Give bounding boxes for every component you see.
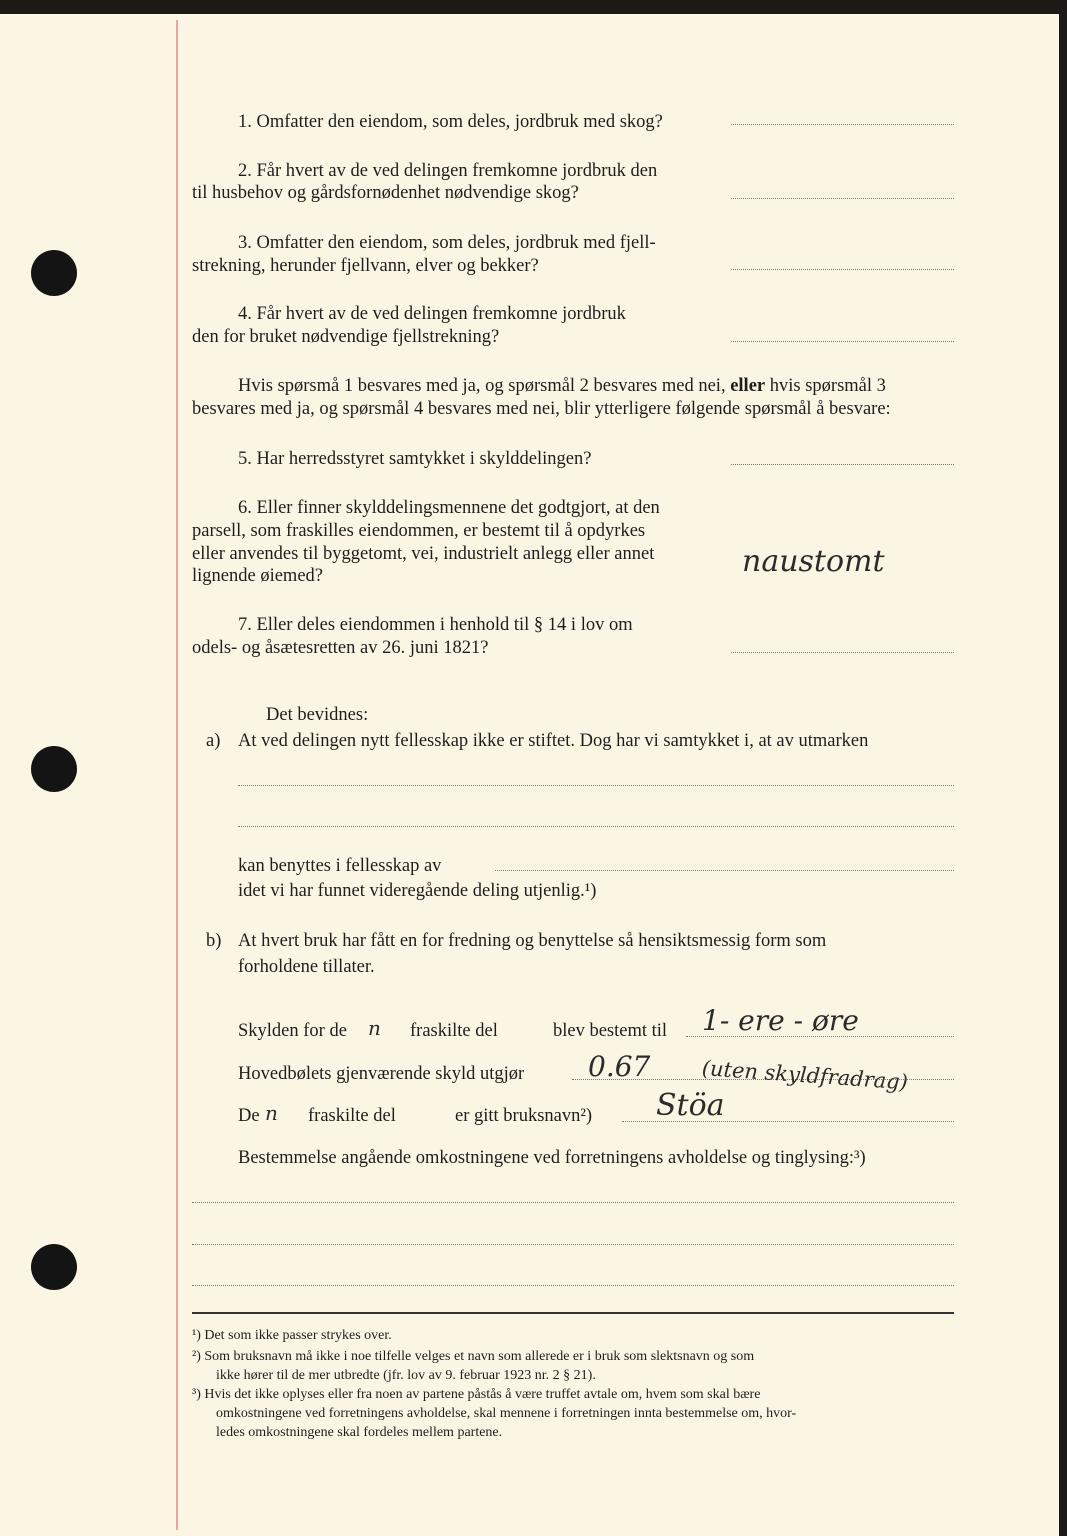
item-b-line2: forholdene tillater. xyxy=(238,957,375,977)
question-6-handwritten-answer: naustomt xyxy=(742,544,885,579)
question-6-line3: eller anvendes til byggetomt, vei, industrielt anlegg eller annet xyxy=(192,544,655,564)
item-b-line1: At hvert bruk har fått en for fredning og benyttelse så hensiktsmessig form som xyxy=(238,931,827,951)
skyld-handwritten-value: 1- ere - øre xyxy=(702,1004,859,1037)
margin-line xyxy=(176,20,178,1530)
skyld-label: Skylden for de xyxy=(238,1021,347,1041)
item-b-label: b) xyxy=(206,931,222,951)
condition-text-bold: eller xyxy=(730,376,766,396)
skyld-label-part3: blev bestemt til xyxy=(553,1021,668,1041)
bruksnavn-label: De xyxy=(238,1106,260,1126)
answer-line-5 xyxy=(731,464,954,465)
question-3-line2: strekning, herunder fjellvann, elver og bekker? xyxy=(192,256,539,276)
fill-line xyxy=(192,1285,954,1286)
footnote-3-line2: omkostningene ved forretningens avholdelse, skal mennene i forretningen innta bestemmelse om, hvor- xyxy=(216,1406,797,1421)
question-5: 5. Har herredsstyret samtykket i skylddelingen? xyxy=(238,449,592,469)
question-7-line2: odels- og åsætesretten av 26. juni 1821? xyxy=(192,638,489,658)
item-a-label: a) xyxy=(206,731,221,751)
fill-line xyxy=(495,870,954,871)
question-2-line2: til husbehov og gårdsfornødenhet nødvendige skog? xyxy=(192,183,579,203)
condition-text-a: Hvis spørsmå 1 besvares med ja, og spørsmål 2 besvares med nei, xyxy=(238,376,726,396)
footnote-3-line1: ³) Hvis det ikke oplyses eller fra noen av partene påstås å være truffet avtale om, hvem som skal bære xyxy=(192,1387,761,1402)
answer-line-3 xyxy=(731,269,954,270)
footnote-divider xyxy=(192,1312,954,1314)
fill-line xyxy=(238,826,954,827)
punch-hole xyxy=(31,746,77,792)
scan-border-top xyxy=(0,0,1067,14)
bruksnavn-handwritten-value: Stöa xyxy=(656,1088,725,1123)
item-a-reason: idet vi har funnet videregående deling utjenlig.¹) xyxy=(238,881,597,901)
question-7-line1: 7. Eller deles eiendommen i henhold til § 14 i lov om xyxy=(238,615,633,635)
item-a-common-use: kan benyttes i fellesskap av xyxy=(238,856,442,876)
question-2-line1: 2. Får hvert av de ved delingen fremkomne jordbruk den xyxy=(238,161,658,181)
question-6-line1: 6. Eller finner skylddelingsmennene det godtgjort, at den xyxy=(238,498,660,518)
footnote-2-line2: ikke hører til de mer utbredte (jfr. lov av 9. februar 1923 nr. 2 § 21). xyxy=(216,1368,596,1383)
condition-text-c: hvis spørsmål 3 xyxy=(769,376,886,396)
answer-line-2 xyxy=(731,198,954,199)
certification-intro: Det bevidnes: xyxy=(266,705,369,725)
skyld-label-part2: fraskilte del xyxy=(410,1021,498,1041)
bruksnavn-label-handwritten: n xyxy=(265,1101,278,1125)
fill-line xyxy=(238,785,954,786)
hovedbol-label: Hovedbølets gjenværende skyld utgjør xyxy=(238,1064,525,1084)
scan-border-right xyxy=(1059,0,1067,1536)
question-3-line1: 3. Omfatter den eiendom, som deles, jordbruk med fjell- xyxy=(238,233,656,253)
item-a-text: At ved delingen nytt fellesskap ikke er stiftet. Dog har vi samtykket i, at av utmarken xyxy=(238,731,869,751)
punch-hole xyxy=(31,250,77,296)
fill-line xyxy=(192,1244,954,1245)
bruksnavn-label-part3: er gitt bruksnavn²) xyxy=(455,1106,593,1126)
question-6-line4: lignende øiemed? xyxy=(192,566,323,586)
question-1: 1. Omfatter den eiendom, som deles, jordbruk med skog? xyxy=(238,112,663,132)
footnote-1: ¹) Det som ikke passer strykes over. xyxy=(192,1328,392,1343)
cost-label: Bestemmelse angående omkostningene ved forretningens avholdelse og tinglysing:³) xyxy=(238,1148,866,1168)
answer-line-1 xyxy=(731,124,954,125)
hovedbol-handwritten-note: (uten skyldfradrag) xyxy=(701,1056,909,1095)
bruksnavn-label-part2: fraskilte del xyxy=(308,1106,396,1126)
footnote-3-line3: ledes omkostningene skal fordeles mellem partene. xyxy=(216,1425,503,1440)
question-4-line2: den for bruket nødvendige fjellstrekning? xyxy=(192,327,500,347)
condition-line2: besvares med ja, og spørsmål 4 besvares med nei, blir ytterligere følgende spørsmål å besvare: xyxy=(192,399,891,419)
punch-hole xyxy=(31,1244,77,1290)
skyld-label-handwritten: n xyxy=(368,1016,381,1040)
question-6-line2: parsell, som fraskilles eiendommen, er bestemt til å opdyrkes xyxy=(192,521,646,541)
hovedbol-handwritten-value: 0.67 xyxy=(588,1050,651,1083)
fill-line xyxy=(192,1202,954,1203)
condition-line1 xyxy=(238,375,886,397)
answer-line-4 xyxy=(731,341,954,342)
answer-line-7 xyxy=(731,652,954,653)
footnote-2-line1: ²) Som bruksnavn må ikke i noe tilfelle velges et navn som allerede er i bruk som slektsnavn og som xyxy=(192,1349,755,1364)
question-4-line1: 4. Får hvert av de ved delingen fremkomne jordbruk xyxy=(238,304,626,324)
